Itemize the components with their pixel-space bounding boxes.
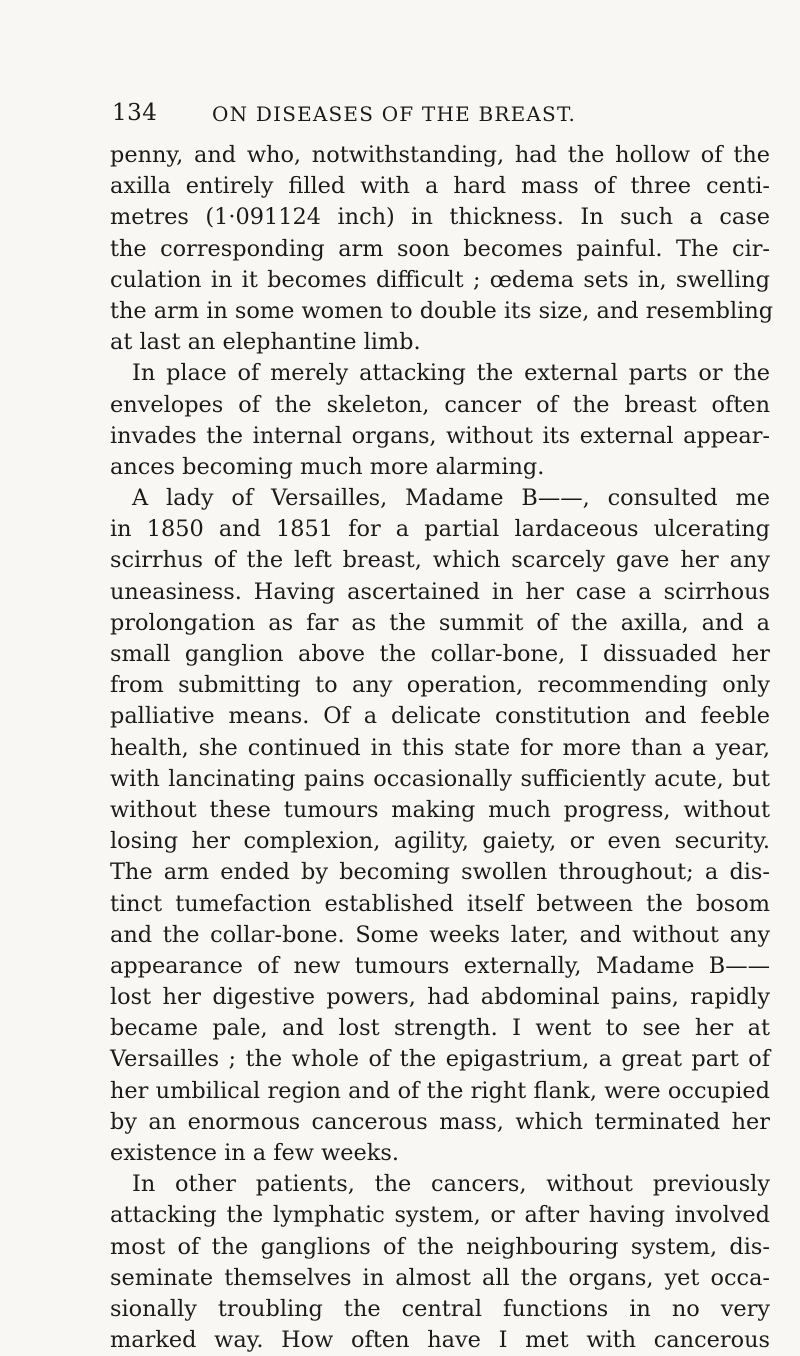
- body-text: [110, 140, 774, 1356]
- text-line: marked way. How often have I met with cancerous: [110, 1327, 770, 1354]
- text-line: most of the ganglions of the neighbouring system, dis-: [110, 1233, 770, 1260]
- text-line: appearance of new tumours externally, Madame B——: [110, 952, 770, 979]
- text-line: in 1850 and 1851 for a partial lardaceous ulcerating: [110, 516, 770, 543]
- text-line: seminate themselves in almost all the organs, yet occa-: [110, 1264, 770, 1291]
- text-line: without these tumours making much progress, without: [110, 796, 770, 823]
- text-line: tinct tumefaction established itself between the bosom: [110, 890, 770, 917]
- paragraph-start-line: A lady of Versailles, Madame B——, consulted me: [132, 485, 770, 512]
- text-line: palliative means. Of a delicate constitution and feeble: [110, 703, 770, 730]
- running-title: ON DISEASES OF THE BREAST.: [212, 102, 577, 126]
- text-line: small ganglion above the collar-bone, I dissuaded her: [110, 641, 770, 667]
- text-line: The arm ended by becoming swollen throughout; a dis-: [110, 859, 770, 886]
- text-line: from submitting to any operation, recommending only: [110, 672, 770, 699]
- text-line: by an enormous cancerous mass, which terminated her: [110, 1108, 770, 1135]
- text-line: ances becoming much more alarming.: [110, 453, 545, 480]
- page-number: 134: [112, 100, 158, 126]
- text-line: prolongation as far as the summit of the axilla, and a: [110, 609, 770, 636]
- text-line: her umbilical region and of the right flank, were occupied: [110, 1077, 770, 1104]
- text-line: lost her digestive powers, had abdominal pains, rapidly: [110, 984, 770, 1011]
- text-line: the arm in some women to double its size, and resembling: [110, 297, 774, 324]
- text-line: with lancinating pains occasionally sufficiently acute, but: [110, 765, 770, 792]
- text-line: envelopes of the skeleton, cancer of the breast often: [110, 391, 770, 418]
- text-line: uneasiness. Having ascertained in her case a scirrhous: [110, 578, 770, 605]
- page-header: [112, 100, 772, 140]
- text-line: losing her complexion, agility, gaiety, or even security.: [110, 828, 770, 855]
- text-line: metres (1·091124 inch) in thickness. In such a case: [110, 204, 770, 231]
- text-line: axilla entirely filled with a hard mass of three centi-: [110, 173, 770, 200]
- text-line: became pale, and lost strength. I went to see her at: [110, 1015, 770, 1042]
- text-line: Versailles ; the whole of the epigastrium, a great part of: [110, 1046, 770, 1073]
- paragraph-start-line: In place of merely attacking the external parts or the: [132, 360, 770, 387]
- text-line: penny, and who, notwithstanding, had the hollow of the: [110, 142, 770, 168]
- text-line: existence in a few weeks.: [110, 1140, 399, 1166]
- text-line: attacking the lymphatic system, or after having involved: [110, 1202, 770, 1229]
- text-line: scirrhus of the left breast, which scarcely gave her any: [110, 547, 770, 574]
- text-line: culation in it becomes difficult ; œdema sets in, swelling: [110, 266, 770, 293]
- text-line: at last an elephantine limb.: [110, 329, 421, 356]
- paragraph-start-line: In other patients, the cancers, without previously: [132, 1171, 770, 1198]
- text-line: and the collar-bone. Some weeks later, and without any: [110, 921, 770, 948]
- text-line: health, she continued in this state for more than a year,: [110, 734, 770, 761]
- text-line: the corresponding arm soon becomes painful. The cir-: [110, 235, 770, 262]
- text-line: sionally troubling the central functions in no very: [110, 1295, 770, 1322]
- text-line: invades the internal organs, without its external appear-: [110, 422, 770, 449]
